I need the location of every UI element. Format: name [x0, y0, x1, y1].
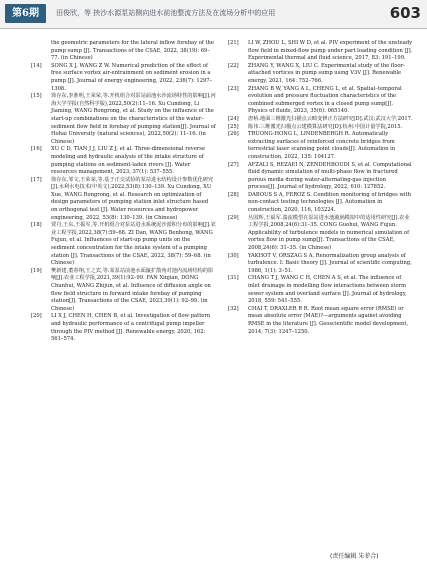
reference-number: [14] [31, 62, 42, 69]
reference-number: [31] [228, 275, 239, 282]
reference-number: [16] [31, 146, 42, 153]
reference-entry [228, 86, 413, 116]
reference-entry [31, 268, 216, 314]
reference-text: 贾丹,王东,王振军,等.开机组合对泵站进水系统泥沙淤积分布的影响[J].农业工程学报,2022,38(7):59–68. ZI Dan, WANG Benhong, WANG Fujun, et al. Influences of start-up pump units on the sediment concentration for the intake system of a pumping station [J]. Transactions of the CSAE, 2022, 38(7): 59–68. (in Chinese) [51, 222, 216, 267]
reference-entry [228, 116, 413, 124]
reference-text: AFZALI S, REZAEI N, ZENDEHBOUDI S, et al. Computational fluid dynamic simulation of multi-phase flow in fractured porous media during water-alternating-gas injection process[J]. Journal of hydrology, 2022, 610: 127852. [248, 161, 412, 191]
reference-text: DABOUS S A, FEROZ S. Condition monitoring of bridges with non-contact testing technologies [J]. Automation in construction, 2020, 116, 103224. [248, 191, 412, 214]
reference-text: 樊新建,董春翔,王之宾,等.某泵站前池水面漩扩散角对池内流场结构的影响[J].农业工程学报,2021,39(1):92–99. FAN Xinjian, DONG Chunhui, WANG Zhijun, et al. Influence of diffusion angle on flow field structure in forward intake forebay of pumping station[J]. Transactions of the CSAE, 2023,39(1): 92–99. (in Chinese) [51, 267, 214, 312]
reference-entry [31, 40, 216, 63]
reference-text: XU C D, TIAN J J, LIU Z J, et al. Three-dimensional reverse modeling and hydraulic analysis of the intake structure of pumping stations on sediment-laden rivers [J]. Water resources management, 2023, 37(1): 537–555. [51, 146, 205, 176]
reference-text: CHAI T, DRAXLER R R. Root mean square error (RMSE) or mean absolute error (MAE)?—arguments against avoiding RMSE in the literature [J]. Geoscientific model development, 2014, 7(3): 1247–1250. [248, 305, 409, 335]
reference-entry [31, 313, 216, 343]
reference-text: 陈伟.三维激光扫描点云建模算法研究[D].杭州:中国计量学院,2015. [248, 123, 403, 130]
reference-entry [228, 192, 413, 215]
reference-entry [228, 162, 413, 192]
right-reference-column [228, 40, 413, 336]
reference-text: LI W, ZHOU L, SHI W D, et al. PIV experiment of the unsteady flow field in mixed-flow pump under part loading condition [J]. Experimental thermal and fluid science, 2017, 83: 191–199. [248, 40, 413, 62]
reference-entry [31, 63, 216, 93]
reference-entry [228, 40, 413, 63]
reference-entry [228, 124, 413, 132]
reference-entry [228, 275, 413, 305]
reference-number: [22] [228, 62, 239, 69]
reference-text: 丛国辉,王福军.湍流模型在泵站进水池漩涡模拟中的适用性研究[J].农业工程学报,2008,24(6):31–35. CONG Guohui, WANG Fujun. Applicability of turbulence models in numerical simulation of vortex flow in pump sump[J]. Transactions of the CSAE, 2008,24(6): 31–35. (in Chinese) [248, 214, 410, 252]
left-reference-column [31, 40, 216, 344]
reference-entry [228, 253, 413, 276]
reference-entry [228, 131, 413, 161]
reference-text: SONG X J, WANG Z W. Numerical prediction of the effect of free surface vortex air-entrainment on sediment erosion in a pump [J]. Journal of energy engineering, 2022, 236(7): 1297–1308. [51, 62, 213, 92]
reference-text: LI X J, CHEN H, CHEN B, et al. Investigation of flow pattern and hydraulic performance of a centrifugal pump impeller through the PIV method [J]. Renewable energy, 2020, 162: 561–574. [51, 313, 211, 343]
reference-entry [228, 215, 413, 253]
reference-number: [15] [31, 93, 42, 100]
reference-number: [32] [228, 305, 239, 312]
reference-text: 徐存东,李准明,王荣荣,等.开机组合对泵站前池水沙流场特性的影响[J].河海大学学报(自然科学版),2022,50(2):11–16. Xu Cundong, Li Jiaming, WANG Rongrong, et al. Study on the influence of the start-up combinations on the characteristics of the water–sediment flow field in forebay of pumping station[J]. Journal of Hohai University (natural sciences), 2022,50(2): 11–16. (in Chinese) [51, 93, 216, 145]
issue-label: 第6期 [5, 4, 46, 23]
reference-entry [31, 146, 216, 176]
page-number: 603 [389, 4, 421, 22]
reference-entry [31, 177, 216, 223]
reference-number: [17] [31, 176, 42, 183]
reference-number: [28] [228, 191, 239, 198]
reference-number: [30] [228, 252, 239, 259]
reference-entry [31, 93, 216, 146]
reference-number: [25] [228, 123, 239, 130]
reference-text: 徐存东,邹文,王荣荣,等.基于正交试验的泵站进水结构设计参数优化研究[J].水利水电技术(中英文),2022,53(8):130–139. Xu Cundong, XU Xue, WANG Rongrong, et al. Research on optimization of design parameters of pumping station inlet structure based on orthogonal test [J]. Water resources and hydropower engineering, 2022, 53(8): 130–139. (in Chinese) [51, 176, 214, 221]
reference-number: [27] [228, 161, 239, 168]
reference-number: [23] [228, 85, 239, 92]
reference-text: CHANG T J, WANG C H, CHEN A S, et al. The influence of inlet drainage in modelling flow interactions between storm sewer system and overland surface [J]. Journal of hydrology, 2018, 559: 541–555. [248, 275, 407, 305]
reference-entry [228, 63, 413, 86]
reference-number: [29] [228, 214, 239, 221]
reference-entry [31, 222, 216, 268]
editor-credit: (责任编辑 朱菲合) [330, 553, 379, 560]
reference-number: [26] [228, 131, 239, 138]
page-header [0, 0, 427, 29]
reference-entry [228, 306, 413, 336]
reference-text: TRUONG-HONG L, LINDENBERGH R. Automatically extracting surfaces of reinforced concrete bridges from terrestrial laser scanning point clouds[J]. Automation in construction, 2022, 135: 104127. [248, 131, 396, 160]
reference-number: [21] [228, 40, 239, 46]
running-title: 田俊欣，等 挟沙水源泵站侧向进水前池整流方法及在流场分析中的应用 [56, 9, 276, 17]
reference-text: ZHANG Y, WANG X, LIU C. Experimental study of the floor-attached vortices in pump sump using V3V [J]. Renewable energy, 2021, 164: 752–766. [248, 62, 405, 84]
reference-number: [18] [31, 222, 42, 229]
reference-number: [19] [31, 267, 42, 274]
reference-text: 唐桥.地面三维激光扫描点云畸变修正方法研究[D].武汉:武汉大学,2017. [248, 115, 413, 122]
reference-text: YAKHOT V, ORSZAG S A. Renormalization group analysis of turbulence. I: Basic theory [J]. Journal of scientific computing, 1986, 1(1): 3–51. [248, 252, 412, 274]
reference-text: ZHANG B W, YANG A L, CHENG L, et al. Spatial–temporal evolution and pressure fluctuation characteristics of the combined submerged vortex in a closed pump sump[J]. Physics of fluids, 2023, 35(6): 065140. [248, 85, 402, 115]
reference-text: the geometric parameters for the lateral inflow forebay of the pump sump [J]. Transactions of the CSAE, 2022, 38(19): 69–77. (in Chinese) [51, 40, 214, 62]
reference-number: [24] [228, 115, 239, 122]
reference-number: [20] [31, 313, 42, 320]
